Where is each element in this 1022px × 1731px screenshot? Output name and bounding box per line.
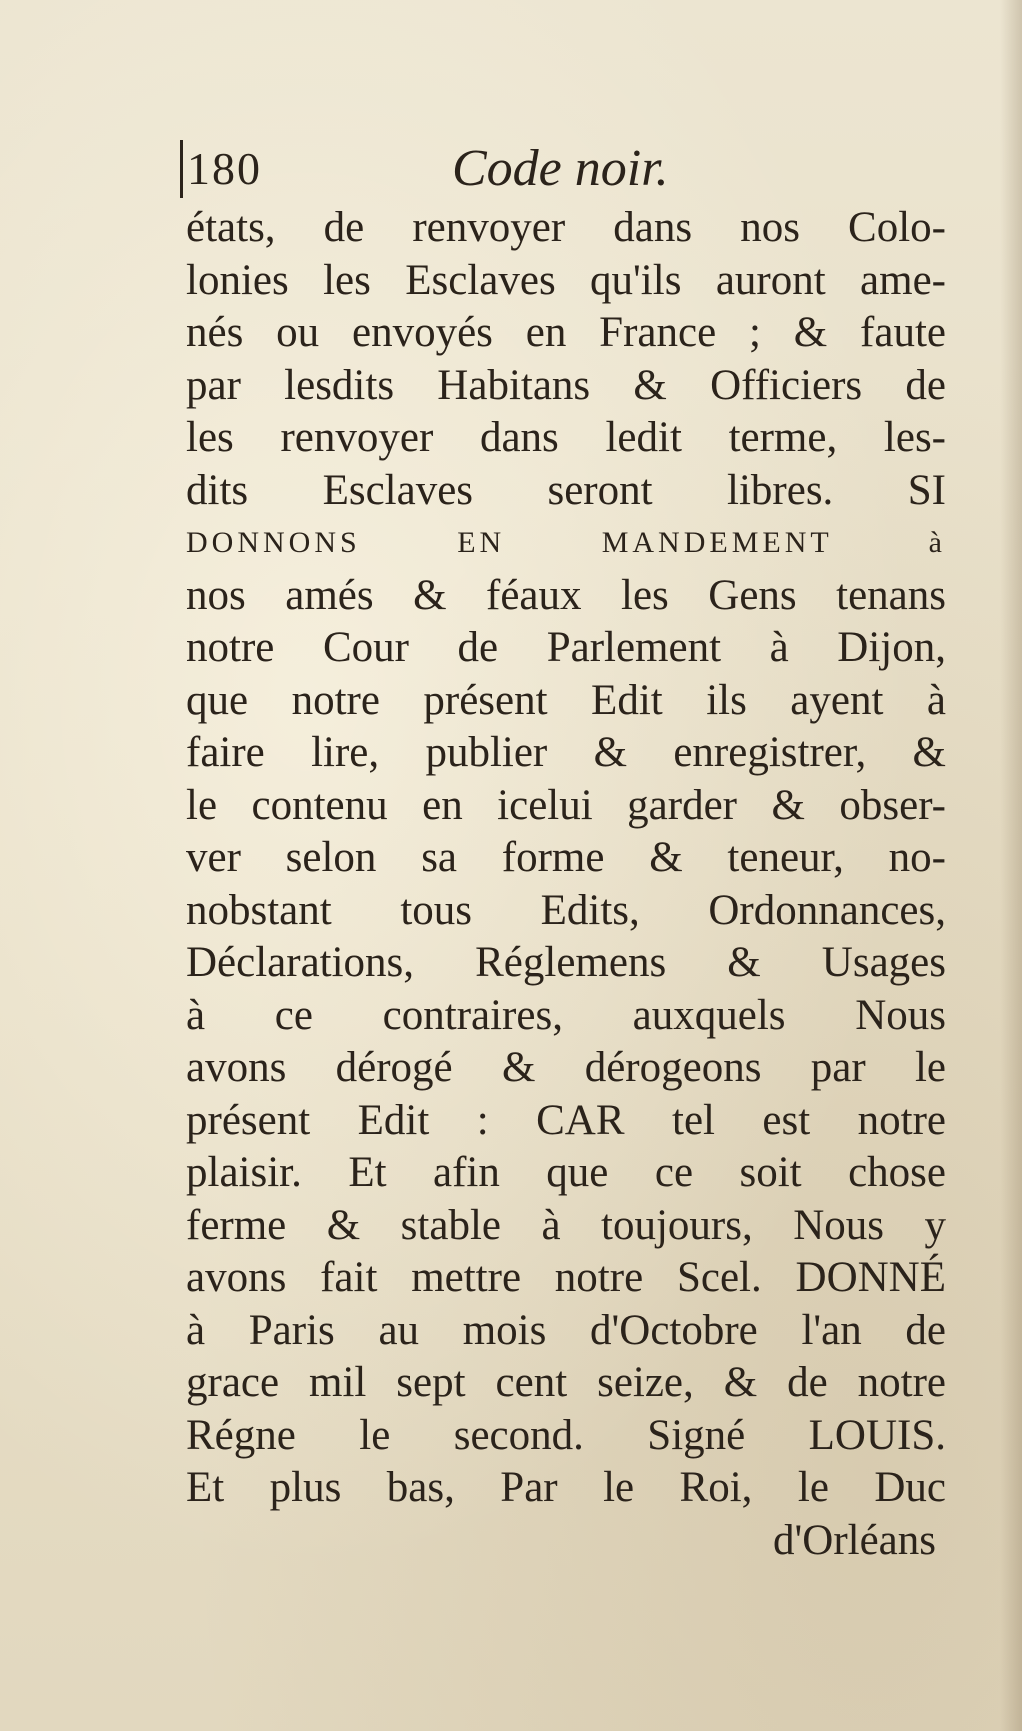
text-line: nos amés & féaux les Gens tenans — [186, 571, 946, 619]
text-line: DONNONS EN MANDEMENT à — [186, 526, 946, 559]
text-line: à ce contraires, auxquels Nous — [186, 991, 946, 1039]
text-line: dits Esclaves seront libres. SI — [186, 466, 946, 514]
text-line: états, de renvoyer dans nos Colo- — [186, 204, 946, 251]
text-line: présent Edit : CAR tel est notre — [186, 1096, 946, 1144]
text-line: Régne le second. Signé LOUIS. — [186, 1411, 946, 1459]
text-line: que notre présent Edit ils ayent à — [186, 676, 946, 724]
text-line: plaisir. Et afin que ce soit chose — [186, 1149, 946, 1196]
text-line: nés ou envoyés en France ; & faute — [186, 309, 946, 356]
text-line: grace mil sept cent seize, & de notre — [186, 1359, 946, 1406]
text-line: avons dérogé & dérogeons par le — [186, 1044, 946, 1091]
text-line: notre Cour de Parlement à Dijon, — [186, 624, 946, 671]
text-line: faire lire, publier & enregistrer, & — [186, 729, 946, 776]
text-line: par lesdits Habitans & Officiers de — [186, 361, 946, 409]
page-gutter-shadow — [1000, 0, 1022, 1731]
text-line: avons fait mettre notre Scel. DONNÉ — [186, 1254, 946, 1301]
text-line: à Paris au mois d'Octobre l'an de — [186, 1306, 946, 1354]
running-title: Code noir. — [452, 140, 669, 197]
text-line: lonies les Esclaves qu'ils auront ame- — [186, 256, 946, 304]
text-line: Déclarations, Réglemens & Usages — [186, 939, 946, 986]
page-header — [180, 140, 960, 204]
text-line: ferme & stable à toujours, Nous y — [186, 1201, 946, 1249]
text-line-catchword: d'Orléans — [773, 1516, 936, 1564]
page-number: 180 — [180, 140, 262, 198]
text-line: les renvoyer dans ledit terme, les- — [186, 414, 946, 461]
text-line: le contenu en icelui garder & obser- — [186, 781, 946, 829]
text-line: ver selon sa forme & teneur, no- — [186, 834, 946, 881]
text-line: Et plus bas, Par le Roi, le Duc — [186, 1464, 946, 1511]
body-text — [186, 202, 946, 1567]
text-line: nobstant tous Edits, Ordonnances, — [186, 886, 946, 934]
